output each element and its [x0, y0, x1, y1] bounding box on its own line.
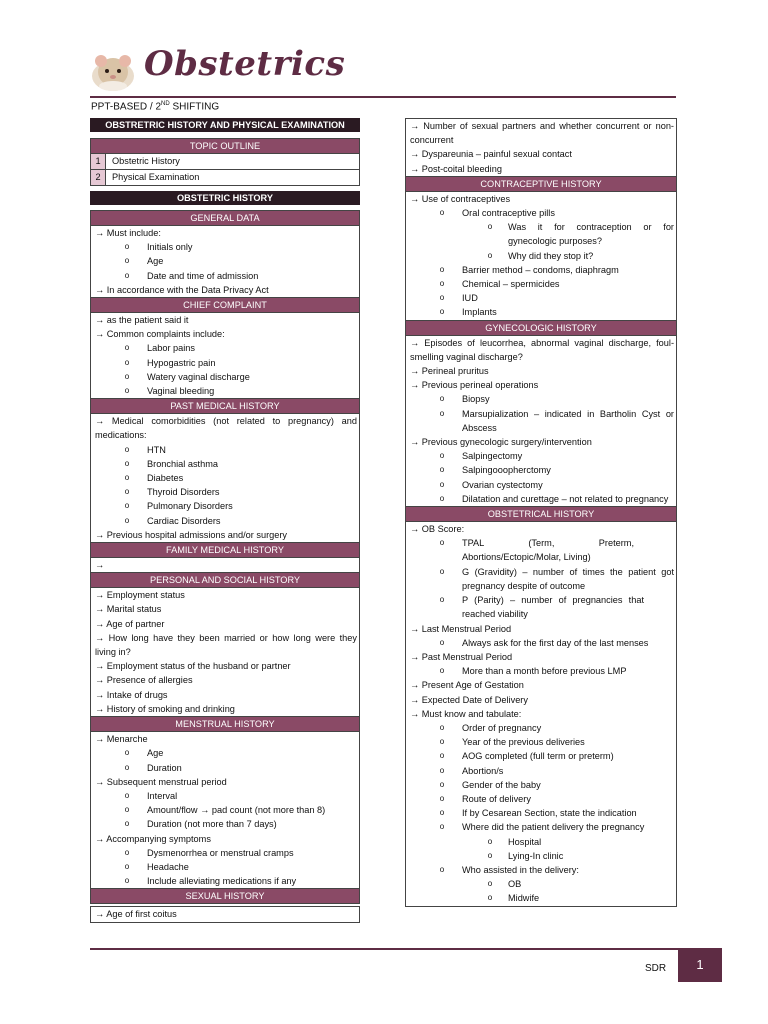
personal-social-box: → Employment status → Marital status → Age of partner → How long have they been married or how long were they living in? → Employment status of the husband or partner → Presence of allergies → Intake of drugs → History of smoking and drinking [90, 588, 360, 717]
topic-row[interactable]: 2 Physical Examination [91, 169, 359, 185]
sexual-cont-box: → Number of sexual partners and whether concurrent or non-concurrent → Dyspareunia – painful sexual contact → Post-coital bleeding [405, 118, 677, 177]
past-medical-box: → Medical comorbidities (not related to pregnancy) and medications: o HTN o Bronchial asthma o Diabetes o Thyroid Disorders o Pulmonary Disorders o Cardiac Disorders → Previous hospital admissions and/or surgery [90, 414, 360, 543]
menstrual-box: → Menarche o Age o Duration → Subsequent menstrual period o Interval o Amount/flow → pad count (not more than 8) o Duration (not more than 7 days) → Accompanying symptoms o Dysmenorrhea or menstrual cramps o Headache o Include alleviating medications if any [90, 732, 360, 889]
chief-complaint-box: → as the patient said it → Common complaints include: o Labor pains o Hypogastric pain o Watery vaginal discharge o Vaginal bleeding [90, 313, 360, 399]
past-medical-header: PAST MEDICAL HISTORY [90, 399, 360, 414]
general-data-header: GENERAL DATA [90, 210, 360, 226]
sexual-box: → Age of first coitus [90, 906, 360, 922]
obstetrical-header: OBSTETRICAL HISTORY [405, 507, 677, 522]
general-data-box: → Must include: o Initials only o Age o Date and time of admission → In accordance with the Data Privacy Act [90, 226, 360, 298]
section-title: OBSTETRIC HISTORY [90, 191, 360, 205]
gynecologic-box: → Episodes of leucorrhea, abnormal vaginal discharge, foul-smelling vaginal discharge? → Perineal pruritus → Previous perineal operations o Biopsy o Marsupialization – indicated in Bartholin Cyst or Abscess → Previous gynecologic surgery/intervention o Salpingectomy o Salpingooopherctomy o Ovarian cystectomy o Dilatation and curettage – not related to pregnancy [405, 336, 677, 507]
topic-outline-table [90, 154, 360, 186]
hamster-logo-icon [90, 50, 136, 92]
topic-row[interactable]: 1 Obstetric History [91, 154, 359, 169]
sexual-header: SEXUAL HISTORY [90, 889, 360, 904]
footer-initials: SDR [645, 963, 667, 974]
chief-complaint-header: CHIEF COMPLAINT [90, 298, 360, 313]
left-column [90, 118, 360, 923]
contraceptive-header: CONTRACEPTIVE HISTORY [405, 177, 677, 192]
menstrual-header: MENSTRUAL HISTORY [90, 717, 360, 732]
main-title: OBSTRETRIC HISTORY AND PHYSICAL EXAMINATION [90, 118, 360, 132]
personal-social-header: PERSONAL AND SOCIAL HISTORY [90, 573, 360, 588]
page-number: 1 [678, 948, 722, 982]
gynecologic-header: GYNECOLOGIC HISTORY [405, 321, 677, 336]
topic-outline-header: TOPIC OUTLINE [90, 138, 360, 154]
contraceptive-box: → Use of contraceptives o Oral contraceptive pills o Was it for contraception or for gynecologic purposes? o Why did they stop it? o Barrier method – condoms, diaphragm o Chemical – spermicides o IUD o Implants [405, 192, 677, 321]
subtitle: PPT-BASED / 2ND SHIFTING [91, 101, 220, 113]
family-medical-header: FAMILY MEDICAL HISTORY [90, 543, 360, 558]
page-title: Obstetrics [144, 44, 346, 84]
footer-divider [90, 948, 678, 950]
header-divider [90, 96, 676, 98]
family-medical-box: → [90, 558, 360, 573]
obstetrical-box: → OB Score: o TPAL (Term, Preterm, Abortions/Ectopic/Molar, Living) o G (Gravidity) – number of times the patient got pregnancy despite of outcome o P (Parity) – number of pregnancies that reached viability → Last Menstrual Period o Always ask for the first day of the last menses → Past Menstrual Period o More than a month before previous LMP → Present Age of Gestation → Expected Date of Delivery → Must know and tabulate: o Order of pregnancy o Year of the previous deliveries o AOG completed (full term or preterm) o Abortion/s o Gender of the baby o Route of delivery o If by Cesarean Section, state the indication o Where did the patient delivery the pregnancy o Hospital o Lying-In clinic o Who assisted in the delivery: o OB o Midwife [405, 522, 677, 906]
right-column [405, 118, 677, 907]
